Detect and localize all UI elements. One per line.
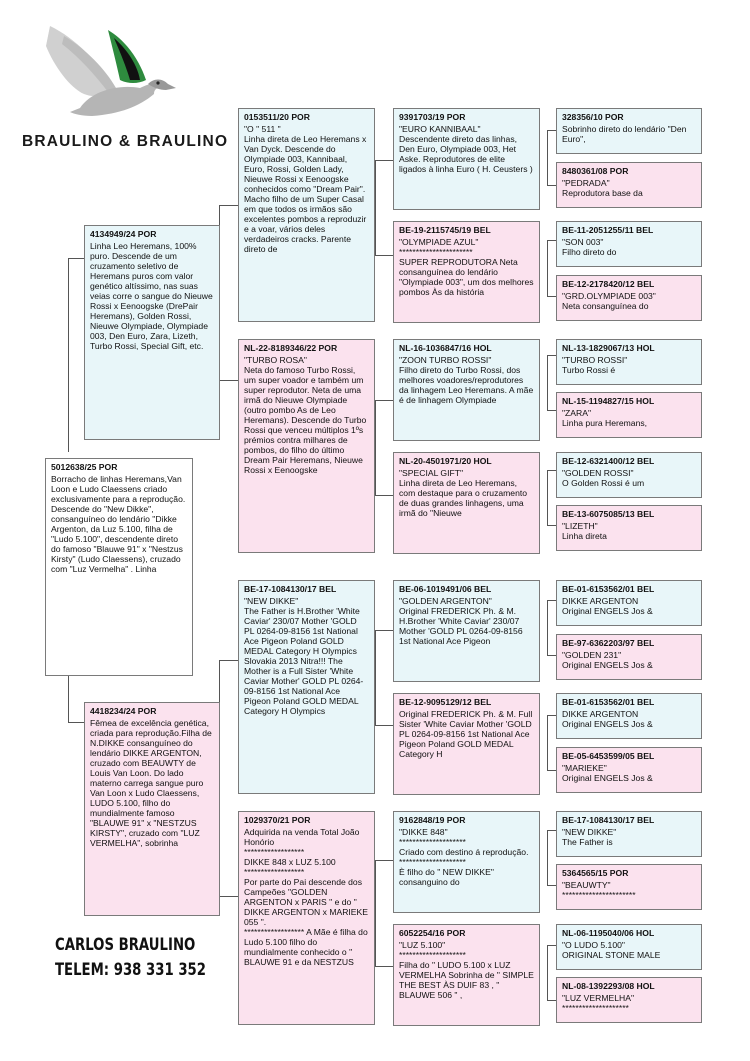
pedigree-gen3-card [238,811,375,1025]
pedigree-gen4-card [393,452,540,554]
pedigree-gen5-card [556,339,702,385]
pedigree-gen5-card [556,747,702,793]
connector-line [547,355,548,410]
ring-number: 8480361/08 POR [562,166,629,176]
pedigree-gen5-card [556,505,702,551]
ring-number: NL-20-4501971/20 HOL [399,456,492,466]
ring-number: 4418234/24 POR [90,706,157,716]
pedigree-gen4-card [393,924,540,1026]
connector-line [219,896,238,897]
connector-line [219,380,238,381]
connector-line [547,600,548,655]
ring-number: 9391703/19 POR [399,112,466,122]
connector-line [547,715,556,716]
connector-line [547,830,556,831]
ring-number: BE-17-1084130/17 BEL [562,815,655,825]
ring-number: BE-06-1019491/06 BEL [399,584,492,594]
pedigree-gen5-card [556,811,702,857]
connector-line [375,630,393,631]
ring-number: 328356/10 POR [562,112,624,122]
pigeon-description: "BEAUWTY" ********************** [562,880,636,900]
pedigree-gen5-card [556,108,702,154]
pigeon-description: DIKKE ARGENTON Original ENGELS Jos & [562,596,653,616]
ring-number: BE-12-6321400/12 BEL [562,456,655,466]
connector-line [547,830,548,885]
ring-number: 0153511/20 POR [244,112,310,122]
ring-number: BE-19-2115745/19 BEL [399,225,491,235]
pigeon-description: Fêmea de excelência genética, criada para reprodução.Filha de N.DIKKE consanguíneo do lendário DIKKE ARGENTON, cruzado com BEAUWTY de Louis Van Loon. Do lado materno carrega sangue puro Van Loon x Ludo Claessens, LUDO 5.100, filho do mundialmente famoso "BLAUWE 91" x "NESTZUS KIRSTY", cruzado com "LUZ VERMELHA", sobrinha [90,718,212,848]
connector-line [547,470,548,525]
connector-line [547,945,556,946]
pigeon-description: "TURBO ROSSI" Turbo Rossi é [562,355,628,375]
pedigree-gen5-card [556,580,702,626]
ring-number: BE-05-6453599/05 BEL [562,751,655,761]
connector-line [547,715,548,770]
pigeon-description: "LUZ 5.100" ******************** Filha do " LUDO 5.100 x LUZ VERMELHA Sobrinha de " SIMPLE THE BEST ÀS DUIF 83 , " BLAUWE 506 " , [399,940,534,1000]
pigeon-description: DIKKE ARGENTON Original ENGELS Jos & [562,709,653,729]
ring-number: 4134949/24 POR [90,229,157,239]
connector-line [547,240,548,296]
connector-line [68,722,84,723]
pedigree-gen4-card [393,339,540,441]
contact-phone: TELEM: 938 331 352 [55,960,207,980]
pigeon-description: "DIKKE 848" ******************** Criado com destino á reprodução. ******************** È filho do " NEW DIKKE" consanguino do [399,827,529,887]
connector-line [547,130,556,131]
pedigree-gen4-card [393,811,540,913]
pigeon-description: "GOLDEN ARGENTON" Original FREDERICK Ph. & M. H.Brother 'White Caviar' 230/07 Mother 'GOLD PL 0264-09-8156 1st National Ace Pigeon [399,596,523,646]
connector-line [547,355,556,356]
pigeon-description: "EURO KANNIBAAL" Descendente direto das linhas, Den Euro, Olympiade 003, Het Aske. Reprodutores de elite ligados à linha Euro ( H. Ceusters ) [399,124,533,174]
pigeon-description: "ZARA" Linha pura Heremans, [562,408,648,428]
connector-line [375,160,393,161]
ring-number: 5012638/25 POR [51,462,118,472]
connector-line [219,205,238,206]
ring-number: BE-17-1084130/17 BEL [244,584,337,594]
connector-line [547,945,548,1000]
pigeon-description: Borracho de linhas Heremans,Van Loon e Ludo Claessens criado exclusivamente para a reprodução. Descende do "New Dikke", consanguíneo do lendário "Dikke Argenton, da Luz 5.100, filha de "Ludo 5.100", descendente direto do famoso "Blauwe 91" x "Nestzus Kirsty" (Ludo Claessens), cruzado com "Luz Vermelha" . Linha [51,474,186,574]
pigeon-description: "SPECIAL GIFT" Linha direta de Leo Heremans, com destaque para o cruzamento de duas grandes linhagens, uma irmã do "Nieuwe [399,468,528,518]
pedigree-gen5-card [556,162,702,208]
pedigree-gen4-card [393,693,540,795]
connector-line [547,410,556,411]
pigeon-description: "O " 511 " Linha direta de Leo Heremans x Van Dyck. Descende do Olympiade 003, Kannibaal, Euro, Rossi, Golden Lady, Nieuwe Rossi x Eenoogske conhecidos como "Dream Pair". Macho filho de um Super Casal em que todos os irmãos são excelentes pombos a reproduzir e a voar, vários deles verdadeiros cracks. Parente direto de [244,124,367,254]
connector-line [375,495,393,496]
connector-line [547,600,556,601]
pedigree-gen5-card [556,452,702,498]
pigeon-description: "GRD.OLYMPIADE 003" Neta consanguínea do [562,291,656,311]
connector-line [547,185,556,186]
pedigree-gen4-card [393,580,540,682]
ring-number: 9162848/19 POR [399,815,466,825]
connector-line [547,240,556,241]
pedigree-gen5-card [556,221,702,267]
ring-number: NL-13-1829067/13 HOL [562,343,655,353]
pigeon-description: "O LUDO 5.100" ORIGINAL STONE MALE [562,940,661,960]
ring-number: BE-11-2051255/11 BEL [562,225,654,235]
connector-line [375,400,393,401]
pedigree-gen3-card [238,580,375,794]
pigeon-description: "TURBO ROSA" Neta do famoso Turbo Rossi, um super voador e também um super reprodutor. Neta de uma irmã do Nieuwe Olympiade (outro pombo As de Leo Heremans). Descende do Turbo Rossi que venceu múltiplos 1ºs prémios contra milhares de pombos, do filho do último Dream Pair Heremans, Nieuwe Rossi x Eenoogske [244,355,367,475]
pigeon-description: Adquirida na venda Total João Honório ****************** DIKKE 848 x LUZ 5.100 ****************** Por parte do Pai descende dos Campeões "GOLDEN ARGENTON x PARIS " e do " DIKKE ARGENTON x MARIEKE 055 ". ****************** A Mãe é filha do Ludo 5.100 filho do mundialmente conhecido o " BLAUWE 91 e da NESTZUS [244,827,369,967]
pigeon-description: "NEW DIKKE" The Father is [562,827,617,847]
pigeon-description: Linha Leo Heremans, 100% puro. Descende de um cruzamento seletivo de Heremans puros com valor genético altíssimo, nas suas veias corre o sangue do Nieuwe Rossi x Eenoogske (DrePair Heremans), Golden Rossi, Nieuwe Olympiade, Olympiade 003, Den Euro, Zara, Lizeth, Turbo Rossi, Special Gift, etc. [90,241,213,351]
connector-line [375,255,393,256]
ring-number: NL-22-8189346/22 POR [244,343,338,353]
pigeon-description: "MARIEKE" Original ENGELS Jos & [562,763,653,783]
contact-name: CARLOS BRAULINO [55,935,196,955]
pedigree-gen4-card [393,221,540,323]
connector-line [547,296,556,297]
connector-line [219,660,238,661]
pedigree-sire-card [84,225,220,440]
pigeon-description: Original FREDERICK Ph. & M. Full Sister 'White Caviar Mother 'GOLD PL 0264-09-8156 1st National Ace Pigeon Poland GOLD MEDAL Category H [399,709,533,759]
ring-number: NL-06-1195040/06 HOL [562,928,655,938]
connector-line [375,725,393,726]
pedigree-gen5-card [556,392,702,438]
connector-line [547,130,548,185]
ring-number: BE-13-6075085/13 BEL [562,509,655,519]
connector-line [375,860,393,861]
pedigree-dam-card [84,702,220,916]
connector-line [68,258,69,452]
ring-number: NL-08-1392293/08 HOL [562,981,655,991]
connector-line [375,400,376,495]
pedigree-gen5-card [556,693,702,739]
pigeon-description: "LIZETH" Linha direta [562,521,607,541]
ring-number: 1029370/21 POR [244,815,311,825]
pedigree-gen3-card [238,108,375,322]
connector-line [68,258,84,259]
pigeon-description: "ZOON TURBO ROSSI" Filho direto do Turbo Rossi, dos melhores voadores/reprodutores da linhagem Leo Heremans. A mãe é de linhagem Olympiade [399,355,534,405]
ring-number: NL-16-1036847/16 HOL [399,343,492,353]
connector-line [68,676,69,722]
connector-line [375,630,376,725]
pedigree-gen5-card [556,275,702,321]
ring-number: BE-12-2178420/12 BEL [562,279,655,289]
ring-number: 5364565/15 POR [562,868,629,878]
pigeon-description: "SON 003" Filho direto do [562,237,617,257]
pedigree-gen3-card [238,339,375,553]
connector-line [547,885,556,886]
connector-line [375,160,376,255]
connector-line [547,470,556,471]
connector-line [547,770,556,771]
pigeon-description: "LUZ VERMELHA" ******************** [562,993,635,1013]
connector-line [547,1000,556,1001]
ring-number: BE-01-6153562/01 BEL [562,697,655,707]
connector-line [547,525,556,526]
pigeon-description: Sobrinho direto do lendário "Den Euro", [562,124,687,144]
ring-number: 6052254/16 POR [399,928,466,938]
connector-line [375,860,376,966]
brand-name: BRAULINO & BRAULINO [22,133,229,150]
dove-logo [30,18,180,130]
pigeon-description: "GOLDEN 231" Original ENGELS Jos & [562,650,653,670]
ring-number: BE-12-9095129/12 BEL [399,697,492,707]
ring-number: BE-01-6153562/01 BEL [562,584,655,594]
pedigree-gen5-card [556,634,702,680]
pigeon-description: "OLYMPIADE AZUL" ********************** SUPER REPRODUTORA Neta consanguínea do lendário "Olympiade 003", um dos melhores pombos Às da história [399,237,534,297]
ring-number: NL-15-1194827/15 HOL [562,396,655,406]
connector-line [547,655,556,656]
pedigree-subject-card [45,458,193,676]
pedigree-gen4-card [393,108,540,210]
pigeon-description: "PEDRADA" Reprodutora base da [562,178,643,198]
connector-line [375,966,393,967]
pedigree-gen5-card [556,924,702,970]
pedigree-gen5-card [556,977,702,1023]
pedigree-gen5-card [556,864,702,910]
ring-number: BE-97-6362203/97 BEL [562,638,655,648]
pigeon-description: "GOLDEN ROSSI" O Golden Rossi é um [562,468,645,488]
pigeon-description: "NEW DIKKE" The Father is H.Brother 'White Caviar' 230/07 Mother 'GOLD PL 0264-09-8156 1st National Ace Pigeon Poland GOLD MEDAL Category H Olympics Slovakia 2013 Nitra!!! The Mother is a Full Sister 'White Caviar Mother' GOLD PL 0264-09-8156 1st National Ace Pigeon Poland GOLD MEDAL Category H Olympics [244,596,364,716]
